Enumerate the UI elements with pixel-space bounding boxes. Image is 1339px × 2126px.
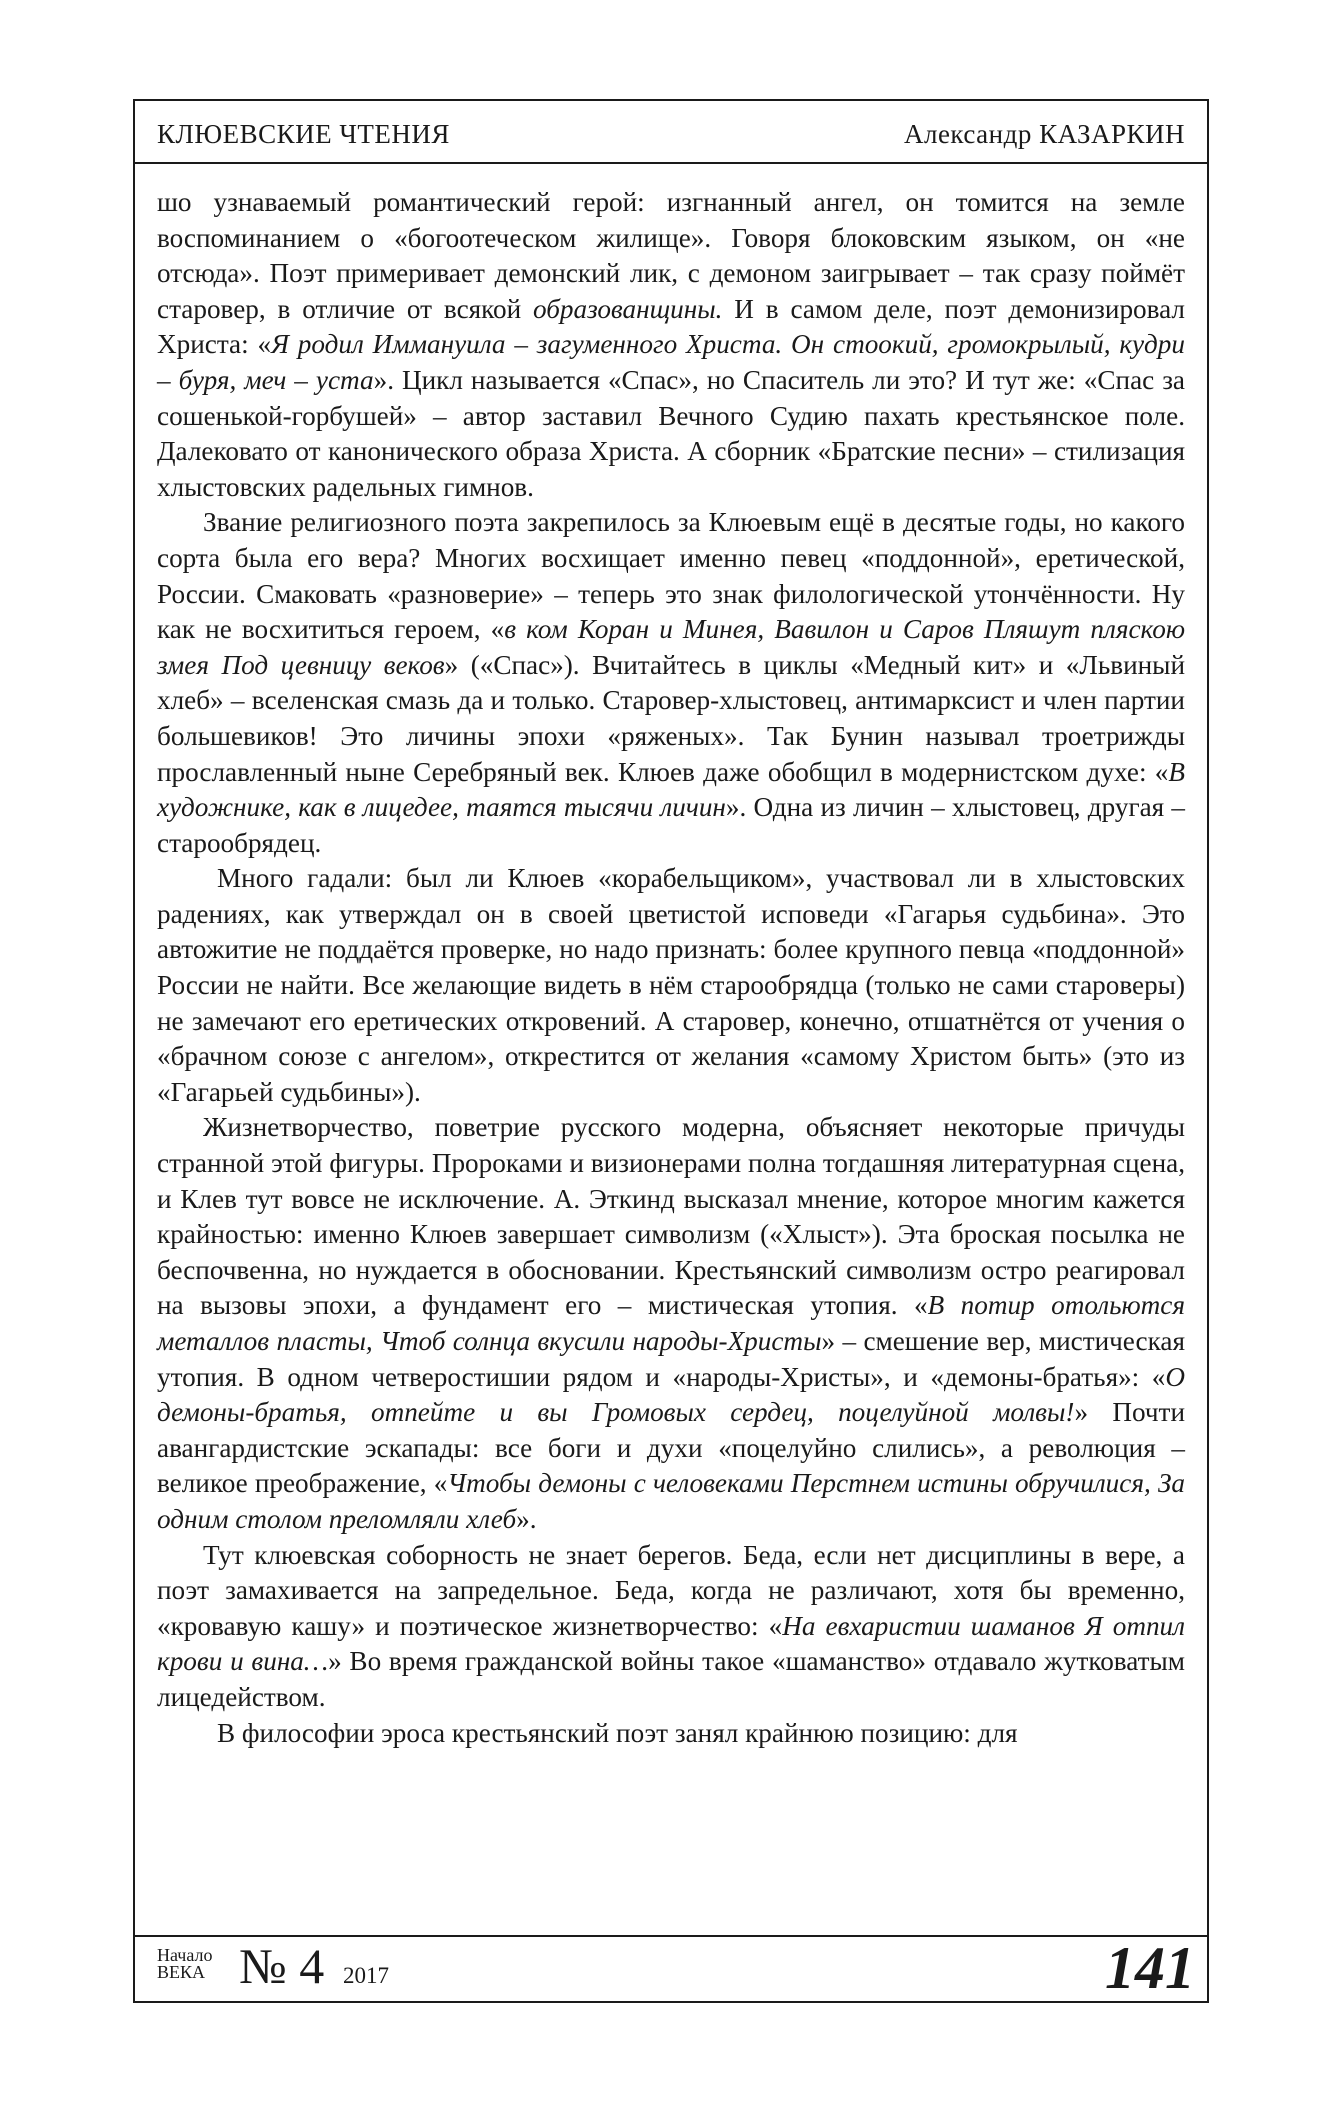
text-run: Звание религиозного поэта закрепилось за Клюевым ещё в десятые годы, но какого сорта была его вера? Многих восхищает именно певец «поддонной», еретической, России. Смаковать «разноверие» – теперь это знак филологической утончённости. Ну как не восхититься героем, « [157,507,1185,645]
quotation-italic: образованщины. [532,293,723,324]
page-frame [133,99,1209,2003]
text-run: » («Спас»). Вчитайтесь в циклы «Медный кит» и «Львиный хлеб» – вселенская смазь да и только. Старовер-хлыстовец, антимарксист и член партии большевиков! Это личины эпохи «ряженых». Так Бунин называл троетрижды прославленный ныне Серебряный век. Клюев даже обобщил в модернистском духе: « [157,649,1185,787]
text-run: Жизнетворчество, поветрие русского модерна, объясняет некоторые причуды странной этой фигуры. Пророками и визионерами полна тогдашняя литературная сцена, и Клев тут вовсе не исключение. А. Эткинд высказал мнение, которое многим кажется крайностью: именно Клюев завершает символизм («Хлыст»). Эта броская посылка не беспочвенна, но нуждается в обосновании. Крестьянский символизм остро реагировал на вызовы эпохи, а фундамент его – мистическая утопия. « [157,1112,1185,1321]
section-title: КЛЮЕВСКИЕ ЧТЕНИЯ [157,119,450,149]
paragraph [157,1716,1185,1752]
paragraph [157,861,1185,1110]
quotation-italic: На евхаристии шаманов Я отпил крови и вина… [157,1610,1185,1677]
issue-number: № 4 [239,1938,325,1994]
paragraph [157,185,1185,505]
page-number: 141 [1105,1935,1195,2001]
quotation-italic: в ком Коран и Минея, Вавилон и Саров Пляшут пляскою змея Под цевницу веков [157,614,1185,680]
paragraph [157,1538,1185,1716]
author-name: Александр КАЗАРКИН [903,119,1185,149]
quotation-italic: В потир отольются металлов пласты, Чтоб солнца вкусили народы-Христы [157,1290,1185,1356]
article-body [157,185,1185,1751]
text-run: ». Одна из личин – хлыстовец, другая – старообрядец. [157,792,1185,858]
issue-year: 2017 [343,1963,389,1988]
paragraph [157,505,1185,861]
text-run: » Почти авангардистские эскапады: все боги и духи «поцелуйно слились», а революция – великое преображение, « [157,1397,1185,1499]
text-run: ». Цикл называется «Спас», но Спаситель ли это? И тут же: «Спас за сошенькой-горбушей» – автор заставил Вечного Судию пахать крестьянское поле. Далековато от канонического образа Христа. А сборник «Братские песни» – стилизация хлыстовских радельных гимнов. [157,364,1185,502]
quotation-italic: Я родил Иммануила – загуменного Христа. Он стоокий, громокрылый, кудри – буря, меч – уста [157,329,1185,395]
text-run: » Во время гражданской войны такое «шаманство» отдавало жутковатым лицедейством. [157,1646,1185,1712]
text-run: » – смешение вер, мистическая утопия. В одном четверостишии рядом и «народы-Христы», и «демоны-братья»: « [157,1326,1185,1392]
text-run: В философии эроса крестьянский поэт занял крайнюю позицию: для [217,1717,1018,1748]
masthead-line-2: ВЕКА [157,1962,206,1982]
text-run: ». [516,1503,537,1534]
journal-masthead [157,1947,212,1981]
text-run: Много гадали: был ли Клюев «корабельщиком», участвовал ли в хлыстовских радениях, как утверждал он в своей цветистой исповеди «Гагарья судьбина». Это автожитие не поддаётся проверке, но надо признать: более крупного певца «поддонной» России не найти. Все желающие видеть в нём старообрядца (только не сами староверы) не замечают его еретических откровений. А старовер, конечно, отшатнётся от учения о «брачном союзе с ангелом», открестится от желания «самому Христом быть» (это из «Гагарьей судьбины»). [157,863,1185,1107]
quotation-italic: В художнике, как в лицедее, таятся тысячи личин [157,756,1185,823]
quotation-italic: О демоны-братья, отпейте и вы Громовых сердец, поцелуйной молвы! [157,1361,1185,1428]
running-footer [135,1935,1207,2001]
text-run: шо узнаваемый романтический герой: изгнанный ангел, он томится на земле воспоминанием о «богоотеческом жилище». Говоря блоковским языком, он «не отсюда». Поэт примеривает демонский лик, с демоном заигрывает – так сразу поймёт старовер, в отличие от всякой [157,187,1185,324]
text-run: И в самом деле, поэт демонизировал Христа: « [157,293,1185,360]
text-run: Тут клюевская соборность не знает берегов. Беда, если нет дисциплины в вере, а поэт замахивается на запредельное. Беда, когда не различают, хотя бы временно, «кровавую кашу» и поэтическое жизнетворчество: « [157,1539,1185,1641]
running-header [135,101,1207,164]
masthead-line-1: Начало [157,1945,213,1965]
quotation-italic: Чтобы демоны с человеками Перстнем истины обручилися, За одним столом преломляли хлеб [157,1468,1186,1534]
paragraph [157,1110,1185,1537]
